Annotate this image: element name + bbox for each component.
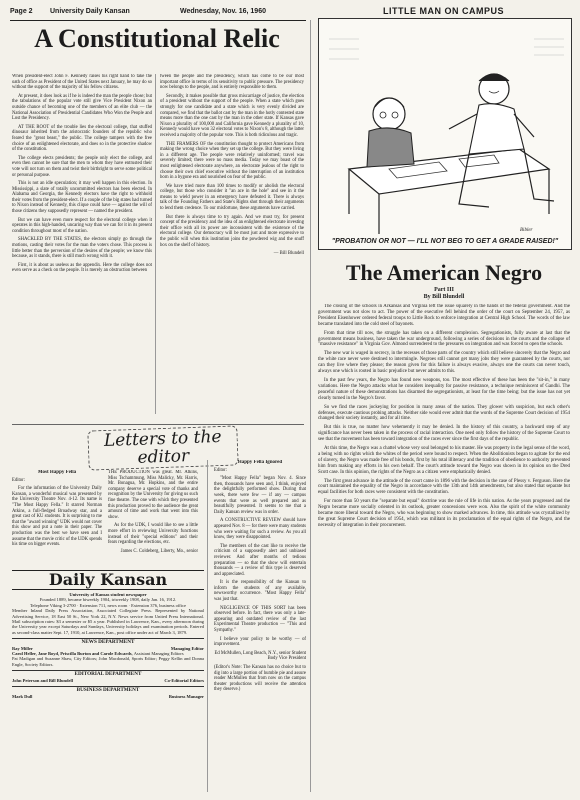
page-number: Page 2 [10,8,33,15]
comic-caption: "PROBATION OR NOT — I'LL NOT BEG TO GET A GRADE RAISED!" [331,238,559,245]
paragraph: SHACKLED BY THE STATES, the electors simply go through the motions, casting their votes for the man the voters chose. This process is little better than the perversion of the desires of the people; we know this because, as it stands, there is still much wrong with it. [12,237,152,260]
masthead-subtitle: University of Kansas student newspaper [69,592,147,597]
paragraph: The college elects presidents; the people only elect the college, and even then cannot be sure that the men to whom they have entrusted their vote will not turn on them and twist their birthright to serve some political or personal purpose. [12,155,152,178]
header-rule [10,20,306,21]
letter-title: Most Happy Fella [37,470,77,475]
article-part: Part III [434,287,454,293]
comic-panel [318,18,572,250]
paragraph: When president-elect John F. Kennedy raises his right hand to take the oath of office as President of the United States next January, he may do so without the support of the majority of his fellow citizens. [12,74,152,91]
paragraph: At this time, the Negro was a chattel whose very soul belonged to his master. He was property in the legal sense of the word, a being with no rights which the whites of the period were bound to respect. When the Abolitionists began to agitate for the end of slavery, the Negro was made free of his bonds, first by his total illiteracy and the tradition of obedience to authority prevented him from making any efforts in his own behalf. The court's attitude toward the Negro was shown in its opinion on the Dred Scott case. In this opinion, the rights of the Negro as a citizen were emphatically denied. [318,446,570,475]
column-divider [155,74,156,414]
masthead-founded: Founded 1889, became biweekly 1904, triweekly 1908, daily Jan. 16, 1912. [39,597,177,603]
article-body [318,304,570,794]
staff-name: Carol Heller, Jane Boyd, Priscilla Burton and Carole Edwards [12,651,132,657]
paragraph: We have tried more than 100 times to modify or abolish the electoral college, but those who consider it "an ace in the hole" and see in it the means to wield power in an emergency have defeated it. There is always talk of the Founding Fathers and State's Rights shot through their arguments to lend them credence. To our misfortune, these arguments have carried. [160,183,304,212]
issue-date: Wednesday, Nov. 16, 1960 [180,8,266,15]
masthead-phones: Telephone Viking 3-2700 · Extension 711, news room · Extension 376, business office [29,602,187,608]
paragraph: The first great advance in the attitude of the court came in 1896 with the decision in the case of Plessy v. Ferguson. Here the court maintained the equality of the Negro in accordance with the 13th and 14th amendments, but also stated that separate but equal facilities for both races were consistent with the constitution. [318,478,570,496]
newspaper-name: University Daily Kansan [50,8,130,15]
page-divider [310,20,311,792]
staff-name: John Peterson and Bill Blundell [12,677,74,683]
comic-title: LITTLE MAN ON CAMPUS [383,6,504,16]
staff-row [12,678,204,683]
paragraph: A CONSTRUCTIVE REVIEW should have appeared Nov. 8 — for there were many students who were waiting for such a review. As you all know, they were disappointed. [214,518,306,541]
news-staff-more: Pat Madigan and Suzanne Shaw, City Editors; John Macdonald, Sports Editor; Peggy Kellin and Donna Engle, Society Editors. [12,656,204,667]
letter-1-column-2 [108,470,198,570]
masthead [12,570,204,790]
masthead-membership: Member Inland Daily Press Association, Associated Collegiate Press. Represented by National Advertising Service, 18 East 50 St., New York 22, N.Y. News service from United Press International. Mail subscription rates: $3 a semester or $5 a year. Published in Lawrence, Kan., every afternoon during the University year except Saturdays and Sundays, University holidays and examination periods. Entered as second-class matter Sept. 17, 1910, at Lawrence, Kan., post office under act of March 3, 1879. [12,608,204,635]
comic-credit: Bibler [520,228,533,233]
paragraph: THE PRODUCTION was great. Mr. Atkins, Miss Tschammung, Miss Malicky, Mr. Harris, Mr. Bonagua, Mr. Hopkins, and the entire company deserve a special vote of thanks and recognition by the University for giving us such fine theatre. The one with which they presented this production proved to the audience the great amount of time and work that went into this show. [108,470,198,520]
paragraph: THE FRAMERS OF the constitution thought to protect Americans from making the wrong choice when they set up the college. But they were living in a different age. The people were relatively uninformed; travel was severely limited; there were no mass media. Today we may boast of the most enlightened electorate anywhere, an electorate jealous of the right to choose their own chief executive without the interruption of an institution born in a bygone era and nourished on fear of the public. [160,141,304,181]
column-divider [207,460,208,792]
paragraph: tween the people and the presidency, which has come to be our most important office in terms of its sensitivity to public pressure. The presidency now belongs to the people, and is entirely responsible to them. [160,74,304,91]
paragraph: NEGLIGENCE OF THIS SORT has been observed before. In fact, there was only a late-appearing and outdated review of the last Experimental Theatre production — "This and Sympathy." [214,605,306,634]
editorial-column-2 [160,74,304,416]
paragraph: For the information of the University Daily Kansan, a wonderful musical was presented by the University Theatre Nov. 4-12. Its name is "The Most Happy Fella." It starred Norman Atkins, a full-fledged Broadway star, and a great cast of KU students. It is surprising to me that the "award winning" UDK would not cover this show and put a note in their paper. The production was the best we have seen and I assume that the movie critic of the UDK spends his time on bigger events. [12,486,102,548]
paragraph: Editor: [214,467,228,473]
paragraph: From that time till now, the struggle has taken on a different complexion. Segregationists, fully aware at last that the government means business, have taken the war underground, following a series of decisions in the courts and the collapse of "massive resistance" in Virginia Gov. Almond surrendered to the pressures on integration and was forced to open the schools. [318,330,570,348]
letter-title: Happy Fella Ignored [237,460,283,465]
staff-name: Ray Miller [12,645,33,651]
paragraph: For more than 50 years the "separate but equal" doctrine was the rule of life in this nation. As the years progressed and the Negro became more socially oriented in its outlook, greater concessions were won. Also the spirit of the white community became more liberal toward the Negro, who was beginning to show marked advances. In time, this attitude was crystallized by the great Supreme Court decision of 1954, which was militant in its proclamation of the equal rights of the Negro, and the necessity of integration in their procurement. [318,499,570,528]
letter-signature: James C. Coldeberg, Liberty, Mo., senior [120,548,198,554]
paragraph: "Most Happy Fella" began Nov. 4. Since then, thousands have seen and, I think, enjoyed the delightfully performed show. During that week, there were few — if any — campus events that were as well prepared and as beautifully presented. It seems to me that a Daily Kansan review was in order. [214,476,306,515]
comic-illustration [319,19,571,249]
letter-1-column-1 [12,470,102,570]
paragraph: The closing of the schools in Arkansas and Virginia left the issue squarely in the hands of the federal government. And the government was not slow to act. The power of the executive fell behind the order of the court on September 24, 1957, as President Eisenhower ordered federal troops to Little Rock to enforce integration at Central High School. The words of the law became translated into the cold steel of bayonets. [318,304,570,327]
staff-role: Business Manager [168,693,204,699]
masthead-name: Daily Kansan [12,570,204,590]
business-department-heading: BUSINESS DEPARTMENT [12,686,204,693]
section-rule [12,424,304,425]
paragraph: The members of the cast like to receive the criticism of a supposedly alert and unbiased reviewer. And after months of tedious preparation — so that the show will entertain thousands — a review of this type is deserved and appreciated. [214,543,306,577]
article-title: The American Negro [345,260,543,285]
paragraph: This is not an idle speculation; it may well happen in this election. In Mississippi, a slate of totally uncommitted electors has been elected. In Alabama and Georgia, the Kennedy electors have the right to withhold their votes from the president-elect. If a couple of the big states had turned to Nixon instead of Kennedy, this clique could have — against the will of those citizens they supposedly represent — named the president. [12,181,152,215]
staff-row: Carol Heller, Jane Boyd, Priscilla Burton and Carole Edwards, Assistant Managing Editors [12,651,184,657]
letter-2 [214,460,306,790]
staff-role: Assistant Managing Editors [133,651,184,657]
letter-signature: Ed McMullen, Long Beach, N.Y., senior Student Body Vice President [214,650,306,662]
editorial-title: A Constitutional Relic [34,24,280,53]
staff-row [12,694,204,699]
paragraph: I believe your policy to be worthy — of improvement. [214,636,306,648]
paragraph: But this is true, no matter how vehemently it may be denied. In the history of this country, a backward step of any significance has never been taken in the process of racial interaction. One need only follow the history of the Supreme Court to see that the movement has been toward integration of the races ever since the first days of the republic. [318,425,570,443]
paragraph: So we find the races jockeying for position in many areas of the nation. They glower with suspicion, but each other's defenses, execute cautious probing attacks. Neither side would ever admit that the words of the Supreme Court decision of 1954 changed their society instantly, and for all time. [318,404,570,422]
paragraph: Editor: [12,477,26,483]
news-department-heading: NEWS DEPARTMENT [12,638,204,645]
paragraph: In the past few years, the Negro has found new weapons, too. The most effective of these has been the "sit-in," in many variations. Here the Negro attacks what he considers inequality for passive resistance, a technique reminiscent of Gandhi. The peaceful nature of these demonstrations has disarmed the segregationists, at least for the time being; but the issue has not yet clearly turned in the Negro's favor. [318,377,570,401]
paragraph: It is the responsibility of the Kansan to inform the students of any available, newsworthy occurrence. "Most Happy Fella" was just that. [214,580,306,603]
paragraph: AT THE ROOT of the trouble lies the electoral college, that stuffed dinosaur inherited from the aristocratic founders of the republic who feared the "great beast," the public. The college tampers with the free choice of an enlightened electorate, and does so in the protective shadow of the constitution. [12,124,152,153]
paragraph: As for the UDK, I would like to see a little more effort in reviewing University functions instead of their "special editions" and their fears regarding the elections, etc. [108,523,198,546]
editors-note: (Editor's Note: The Kansan has no choice but to dig into a large portion of humble pie and assure reader McMullen that from now on the campus theater productions will receive the attention they deserve.) [214,665,306,693]
editorial-column-1 [12,74,152,414]
staff-name: Mark Dull [12,693,33,699]
paragraph: First, it is about as useless as the appendix. Here the college does not even serve as a check on the people. It is merely an obstruction between [12,262,152,274]
paragraph: The new war is waged in secrecy, in the recesses of those parts of the country which still believe sincerely that the Negro and the white race never were destined to intermingle. Negroes still cannot get many jobs they were guaranteed by the courts, nor can they live where they please; the reason given for this failure is always evasive, always one the courts can never touch, always one which is rooted in basic prejudice but never admits to this. [318,351,570,375]
paragraph: But we can have even more respect for the electoral college when it operates in this high-handed, uncaring way than we can for it in its present condition throughout most of the nation. [12,217,152,234]
article-byline [318,287,570,301]
staff-role: Managing Editor [170,645,204,651]
paragraph: But there is always time to try again. And we must try, for present concept of the presidency and the idea of an enlightened electorate investing their office with all its power are inconsistent with the existence of the electoral college. Our democracy will be most just and more expressive to the public will when this institution joins the powdered wig and the snuff box on the shelf of history. [160,214,304,248]
paragraph: Secondly, it makes possible that gross miscarriage of justice, the election of a president without the support of the people. When a state which goes strongly for one candidate and a state which is very evenly divided are compared, we find that the ballot cast by the man in the hotly contested state means more than the one cast by the man in the other state. If Kansas gave Nixon a plurality of 100,000 and California gave Kennedy a plurality of 10, Kennedy would have won 32 electoral votes to Nixon's 8, although the latter received a majority of the popular vote. This is both ridiculous and tragic. [160,93,304,138]
letters-heading-text: Letters to the editor [87,425,238,470]
staff-role: Co-Editorial Editors [164,677,204,683]
editorial-signature: — Bill Blundell [273,251,304,257]
article-author: By Bill Blundell [423,294,465,300]
editorial-department-heading: EDITORIAL DEPARTMENT [12,670,204,677]
paragraph: At present, it does look as if he is indeed the man the people chose; but the tabulations of the popular vote still give Vice President Nixon an outside chance of becoming one of the members of an elite club — the National Association of Presidential Candidates Who Won the People and Lost the Presidency. [12,93,152,122]
